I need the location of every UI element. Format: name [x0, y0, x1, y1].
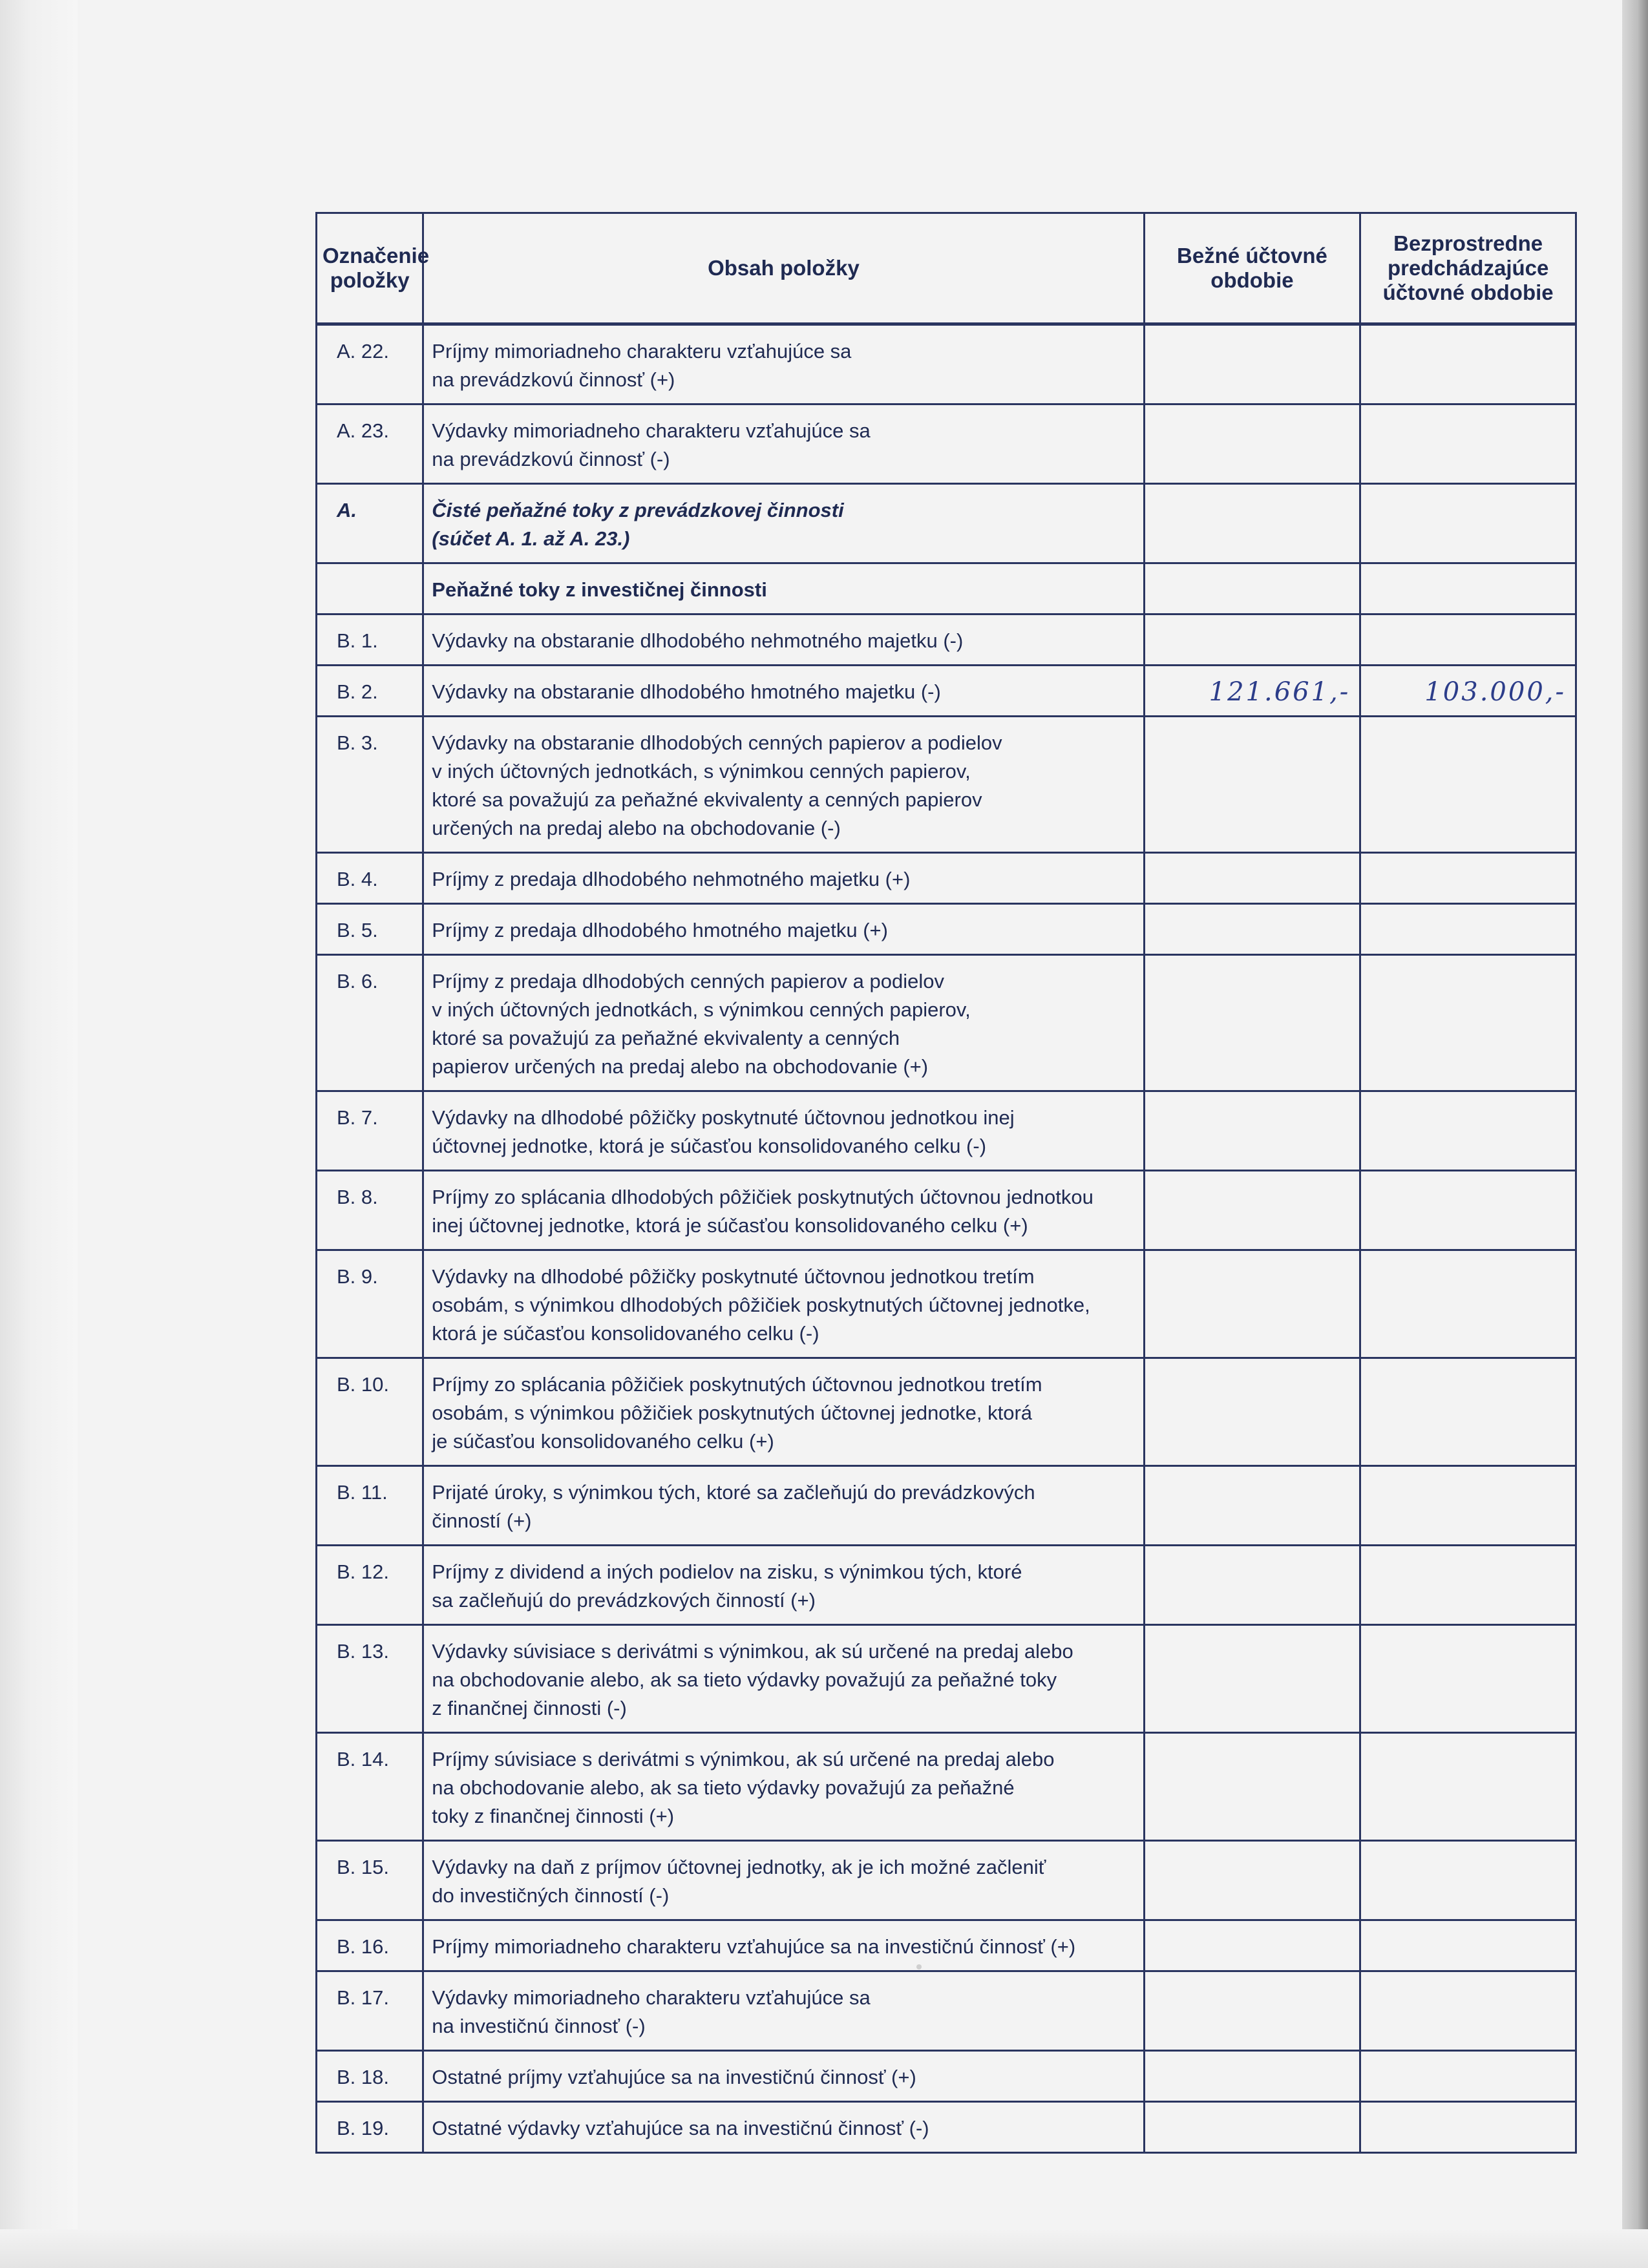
row-code: B. 7.	[317, 1091, 423, 1171]
row-previous-value	[1360, 1546, 1576, 1625]
row-text: Výdavky na daň z príjmov účtovnej jednotky, ak je ich možné začleniť do investičných činností (-)	[423, 1841, 1144, 1920]
row-current-value	[1144, 1358, 1360, 1466]
row-current-value	[1144, 904, 1360, 955]
page-stack-bottom-edge	[0, 2229, 1648, 2268]
row-code: B. 3.	[317, 717, 423, 853]
row-current-value	[1144, 717, 1360, 853]
page-stack-left-edge	[0, 0, 78, 2268]
handwritten-current-value: 121.661,-	[1144, 666, 1360, 717]
row-current-value	[1144, 853, 1360, 904]
row-code: B. 12.	[317, 1546, 423, 1625]
row-previous-value	[1360, 1920, 1576, 1971]
row-text: Čisté peňažné toky z prevádzkovej činnosti (súčet A. 1. až A. 23.)	[423, 484, 1144, 563]
row-text: Príjmy z predaja dlhodobých cenných papierov a podielov v iných účtovných jednotkách, s výnimkou cenných papierov, ktoré sa považujú za peňažné ekvivalenty a cenných papierov určených na predaj alebo na obchodovanie (+)	[423, 955, 1144, 1091]
table-row	[317, 1171, 1576, 1250]
table-row	[317, 853, 1576, 904]
row-code: B. 19.	[317, 2102, 423, 2153]
table-body	[317, 324, 1576, 2153]
header-current-period: Bežné účtovné obdobie	[1144, 213, 1360, 324]
row-code: B. 2.	[317, 666, 423, 717]
table-row	[317, 1250, 1576, 1358]
table-row	[317, 1971, 1576, 2051]
row-previous-value	[1360, 324, 1576, 404]
row-code: B. 14.	[317, 1733, 423, 1841]
row-current-value	[1144, 1971, 1360, 2051]
row-previous-value	[1360, 853, 1576, 904]
row-current-value	[1144, 1733, 1360, 1841]
row-code: B. 6.	[317, 955, 423, 1091]
row-previous-value	[1360, 717, 1576, 853]
row-previous-value	[1360, 1841, 1576, 1920]
row-current-value	[1144, 1091, 1360, 1171]
row-current-value	[1144, 1250, 1360, 1358]
section-heading: Peňažné toky z investičnej činnosti	[423, 563, 1144, 614]
row-previous-value	[1360, 2051, 1576, 2102]
row-text: Príjmy súvisiace s derivátmi s výnimkou, ak sú určené na predaj alebo na obchodovanie alebo, ak sa tieto výdavky považujú za peňažné toky z finančnej činnosti (+)	[423, 1733, 1144, 1841]
row-previous-value	[1360, 614, 1576, 666]
row-previous-value	[1360, 484, 1576, 563]
table-row	[317, 955, 1576, 1091]
row-previous-value	[1360, 1971, 1576, 2051]
table-row	[317, 666, 1576, 717]
row-previous-value	[1360, 955, 1576, 1091]
row-code: B. 4.	[317, 853, 423, 904]
table-row	[317, 1546, 1576, 1625]
row-current-value	[1144, 563, 1360, 614]
row-code: B. 18.	[317, 2051, 423, 2102]
row-code: B. 16.	[317, 1920, 423, 1971]
row-code: B. 15.	[317, 1841, 423, 1920]
row-previous-value	[1360, 2102, 1576, 2153]
table-row	[317, 904, 1576, 955]
row-code: B. 9.	[317, 1250, 423, 1358]
table-row	[317, 1841, 1576, 1920]
row-current-value	[1144, 1171, 1360, 1250]
header-code: Označenie položky	[317, 213, 423, 324]
row-text: Príjmy zo splácania dlhodobých pôžičiek poskytnutých účtovnou jednotkou inej účtovnej jednotke, ktorá je súčasťou konsolidovaného celku (+)	[423, 1171, 1144, 1250]
row-code: B. 11.	[317, 1466, 423, 1546]
row-previous-value	[1360, 1358, 1576, 1466]
header-previous-period: Bezprostredne predchádzajúce účtovné obdobie	[1360, 213, 1576, 324]
row-current-value	[1144, 1841, 1360, 1920]
table-row	[317, 1091, 1576, 1171]
row-current-value	[1144, 324, 1360, 404]
row-text: Výdavky na obstaranie dlhodobého hmotného majetku (-)	[423, 666, 1144, 717]
table-header-row	[317, 213, 1576, 324]
row-current-value	[1144, 1920, 1360, 1971]
row-code: B. 1.	[317, 614, 423, 666]
row-previous-value	[1360, 904, 1576, 955]
table-row	[317, 717, 1576, 853]
row-text: Príjmy z predaja dlhodobého nehmotného majetku (+)	[423, 853, 1144, 904]
table-row	[317, 614, 1576, 666]
table-row	[317, 404, 1576, 484]
table-row	[317, 1625, 1576, 1733]
row-text: Výdavky súvisiace s derivátmi s výnimkou, ak sú určené na predaj alebo na obchodovanie alebo, ak sa tieto výdavky považujú za peňažné toky z finančnej činnosti (-)	[423, 1625, 1144, 1733]
row-text: Prijaté úroky, s výnimkou tých, ktoré sa začleňujú do prevádzkových činností (+)	[423, 1466, 1144, 1546]
table-row	[317, 2051, 1576, 2102]
row-text: Príjmy z predaja dlhodobého hmotného majetku (+)	[423, 904, 1144, 955]
table-row	[317, 1358, 1576, 1466]
row-code: B. 13.	[317, 1625, 423, 1733]
row-previous-value	[1360, 1091, 1576, 1171]
row-text: Výdavky na dlhodobé pôžičky poskytnuté účtovnou jednotkou tretím osobám, s výnimkou dlhodobých pôžičiek poskytnutých účtovnej jednotke, ktorá je súčasťou konsolidovaného celku (-)	[423, 1250, 1144, 1358]
row-current-value	[1144, 955, 1360, 1091]
row-current-value	[1144, 2102, 1360, 2153]
row-code: B. 5.	[317, 904, 423, 955]
row-previous-value	[1360, 563, 1576, 614]
row-text: Ostatné príjmy vzťahujúce sa na investičnú činnosť (+)	[423, 2051, 1144, 2102]
table-row	[317, 1733, 1576, 1841]
row-previous-value	[1360, 404, 1576, 484]
row-previous-value	[1360, 1466, 1576, 1546]
row-text: Výdavky na obstaranie dlhodobého nehmotného majetku (-)	[423, 614, 1144, 666]
table-row	[317, 2102, 1576, 2153]
row-current-value	[1144, 2051, 1360, 2102]
row-current-value	[1144, 1625, 1360, 1733]
table-row	[317, 1920, 1576, 1971]
scan-shadow-right-edge	[1622, 0, 1648, 2268]
row-text: Ostatné výdavky vzťahujúce sa na investičnú činnosť (-)	[423, 2102, 1144, 2153]
scan-speck	[916, 1964, 922, 1969]
row-previous-value	[1360, 1250, 1576, 1358]
table-row-section	[317, 563, 1576, 614]
row-code: A. 23.	[317, 404, 423, 484]
row-text: Príjmy mimoriadneho charakteru vzťahujúce sa na investičnú činnosť (+)	[423, 1920, 1144, 1971]
row-text: Výdavky mimoriadneho charakteru vzťahujúce sa na investičnú činnosť (-)	[423, 1971, 1144, 2051]
row-code: B. 8.	[317, 1171, 423, 1250]
row-code: A.	[317, 484, 423, 563]
row-current-value	[1144, 484, 1360, 563]
row-current-value	[1144, 1466, 1360, 1546]
row-code: B. 10.	[317, 1358, 423, 1466]
row-code: B. 17.	[317, 1971, 423, 2051]
row-text: Výdavky na obstaranie dlhodobých cenných papierov a podielov v iných účtovných jednotkách, s výnimkou cenných papierov, ktoré sa považujú za peňažné ekvivalenty a cenných papierov určených na predaj alebo na obchodovanie (-)	[423, 717, 1144, 853]
row-text: Výdavky na dlhodobé pôžičky poskytnuté účtovnou jednotkou inej účtovnej jednotke, ktorá je súčasťou konsolidovaného celku (-)	[423, 1091, 1144, 1171]
row-current-value	[1144, 404, 1360, 484]
row-text: Výdavky mimoriadneho charakteru vzťahujúce sa na prevádzkovú činnosť (-)	[423, 404, 1144, 484]
row-text: Príjmy mimoriadneho charakteru vzťahujúce sa na prevádzkovú činnosť (+)	[423, 324, 1144, 404]
row-current-value	[1144, 1546, 1360, 1625]
row-current-value	[1144, 614, 1360, 666]
cash-flow-table	[315, 212, 1577, 2154]
row-previous-value	[1360, 1171, 1576, 1250]
row-code	[317, 563, 423, 614]
row-code: A. 22.	[317, 324, 423, 404]
header-content: Obsah položky	[423, 213, 1144, 324]
handwritten-previous-value: 103.000,-	[1360, 666, 1576, 717]
table-row	[317, 324, 1576, 404]
table-row	[317, 1466, 1576, 1546]
row-previous-value	[1360, 1733, 1576, 1841]
row-text: Príjmy z dividend a iných podielov na zisku, s výnimkou tých, ktoré sa začleňujú do prevádzkových činností (+)	[423, 1546, 1144, 1625]
table-row-total	[317, 484, 1576, 563]
row-previous-value	[1360, 1625, 1576, 1733]
row-text: Príjmy zo splácania pôžičiek poskytnutých účtovnou jednotkou tretím osobám, s výnimkou pôžičiek poskytnutých účtovnej jednotke, ktorá je súčasťou konsolidovaného celku (+)	[423, 1358, 1144, 1466]
